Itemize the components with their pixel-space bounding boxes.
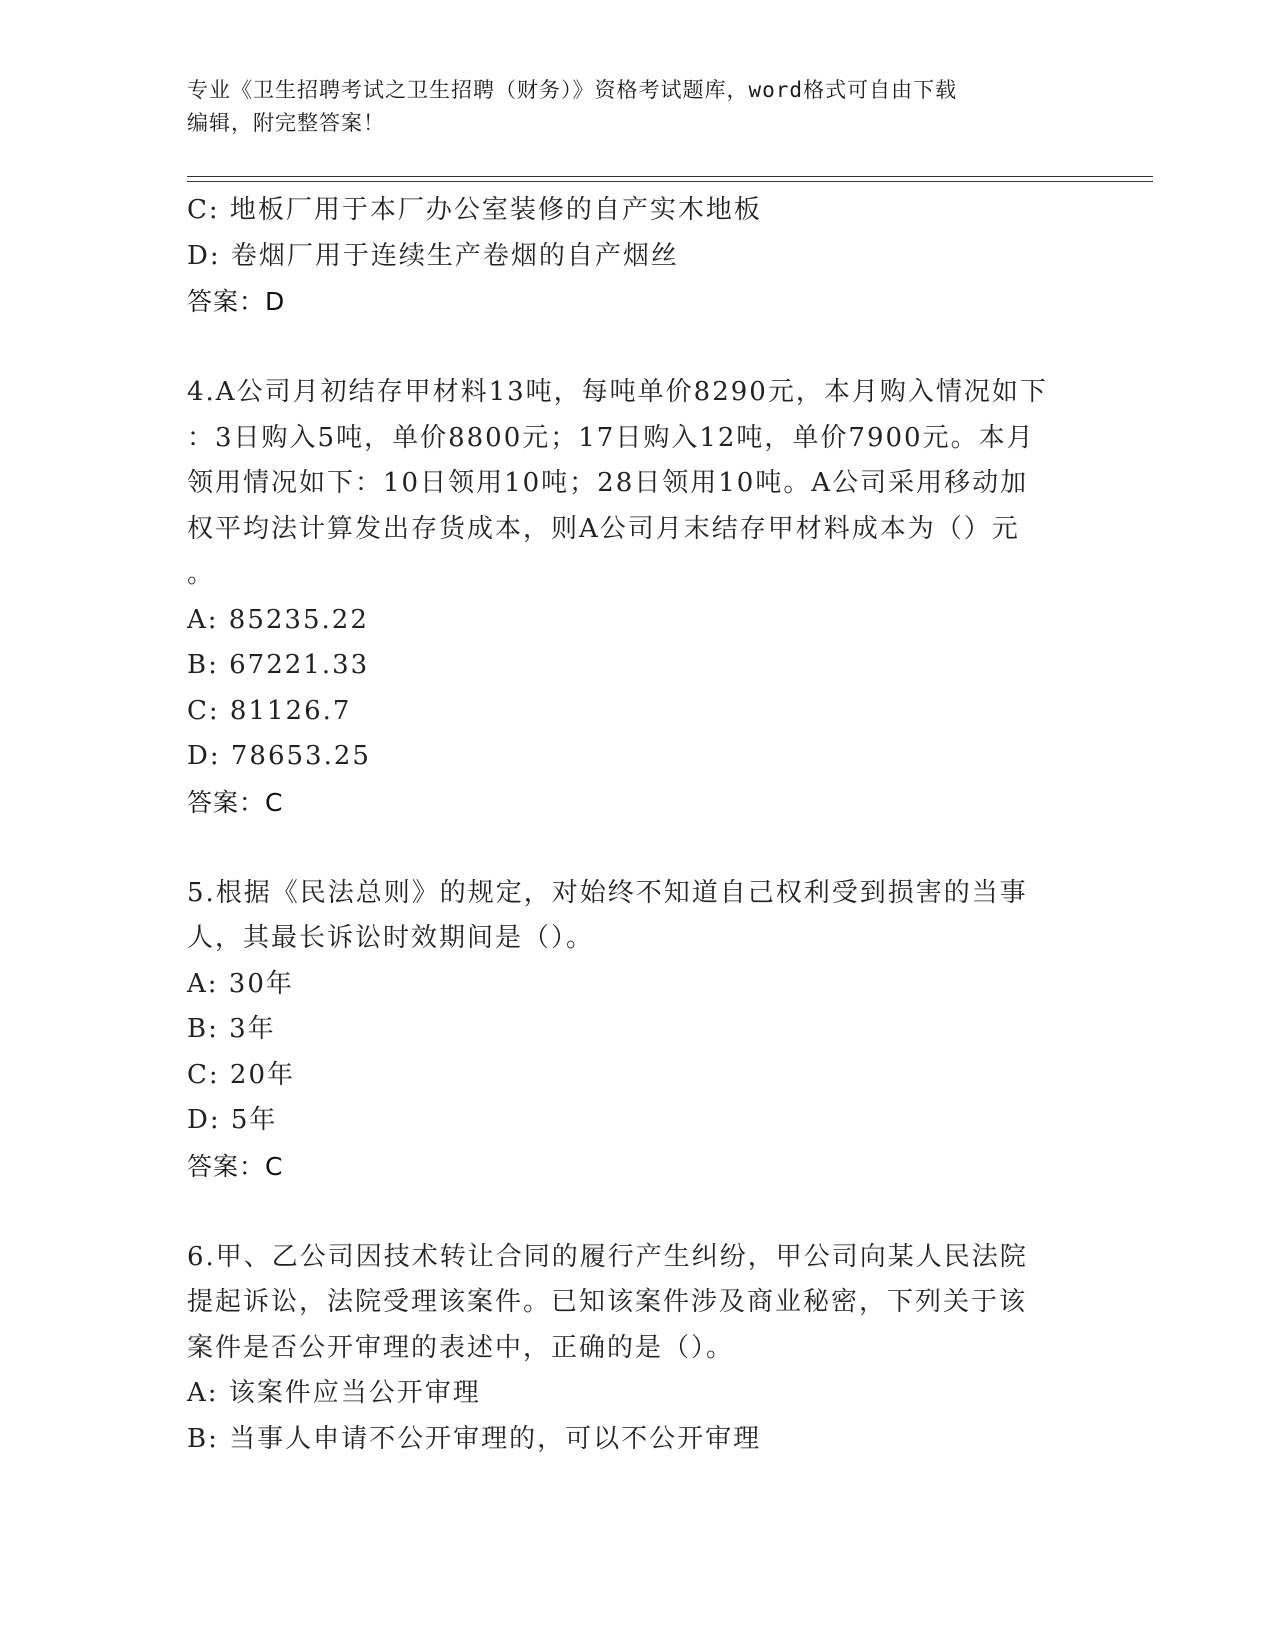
option-b: B: 当事人申请不公开审理的，可以不公开审理 bbox=[187, 1423, 762, 1454]
option-a: A: 30年 bbox=[187, 968, 294, 999]
question-stem-line: ：3日购入5吨，单价8800元；17日购入12吨，单价7900元。本月 bbox=[187, 422, 1035, 453]
option-c: C: 20年 bbox=[187, 1059, 296, 1090]
option-d: D: 卷烟厂用于连续生产卷烟的自产烟丝 bbox=[187, 240, 679, 271]
question-stem-line: 领用情况如下：10日领用10吨；28日领用10吨。A公司采用移动加 bbox=[187, 468, 1029, 498]
question-stem-line: 6.甲、乙公司因技术转让合同的履行产生纠纷，甲公司向某人民法院 bbox=[187, 1241, 1028, 1272]
question-spacer bbox=[187, 825, 1087, 871]
answer-line: 答案：D bbox=[187, 287, 286, 316]
answer-line: 答案：C bbox=[187, 787, 284, 817]
option-d: D: 78653.25 bbox=[187, 741, 371, 771]
question-stem-line: 权平均法计算发出存货成本，则A公司月末结存甲材料成本为（）元 bbox=[187, 513, 1020, 544]
question-stem-line: 。 bbox=[187, 559, 216, 589]
document-header bbox=[187, 74, 1067, 140]
question-6 bbox=[187, 1235, 1087, 1463]
option-d: D: 5年 bbox=[187, 1105, 278, 1135]
option-a: A: 85235.22 bbox=[187, 604, 369, 635]
question-list bbox=[187, 188, 1087, 1462]
answer-line: 答案：C bbox=[187, 1151, 284, 1181]
question-3-tail bbox=[187, 188, 1087, 325]
option-c: C: 地板厂用于本厂办公室装修的自产实木地板 bbox=[187, 195, 762, 225]
question-stem-line: 4.A公司月初结存甲材料13吨，每吨单价8290元，本月购入情况如下 bbox=[187, 377, 1048, 407]
header-rule-bottom bbox=[187, 181, 1153, 182]
header-rule-top bbox=[187, 176, 1153, 177]
question-stem-line: 提起诉讼，法院受理该案件。已知该案件涉及商业秘密，下列关于该 bbox=[187, 1287, 1028, 1317]
question-4 bbox=[187, 370, 1087, 825]
option-b: B: 3年 bbox=[187, 1014, 276, 1044]
header-line-2: 编辑，附完整答案！ bbox=[187, 111, 385, 135]
header-line-1: 专业《卫生招聘考试之卫生招聘（财务）》资格考试题库，word格式可自由下载 bbox=[187, 78, 958, 102]
question-spacer bbox=[187, 1189, 1087, 1235]
question-spacer bbox=[187, 325, 1087, 371]
option-c: C: 81126.7 bbox=[187, 695, 352, 726]
question-stem-line: 5.根据《民法总则》的规定，对始终不知道自己权利受到损害的当事 bbox=[187, 877, 1028, 908]
option-b: B: 67221.33 bbox=[187, 650, 370, 680]
option-a: A: 该案件应当公开审理 bbox=[187, 1378, 481, 1408]
question-5 bbox=[187, 871, 1087, 1190]
question-stem-line: 人，其最长诉讼时效期间是（）。 bbox=[187, 923, 595, 953]
question-stem-line: 案件是否公开审理的表述中，正确的是（）。 bbox=[187, 1332, 735, 1363]
